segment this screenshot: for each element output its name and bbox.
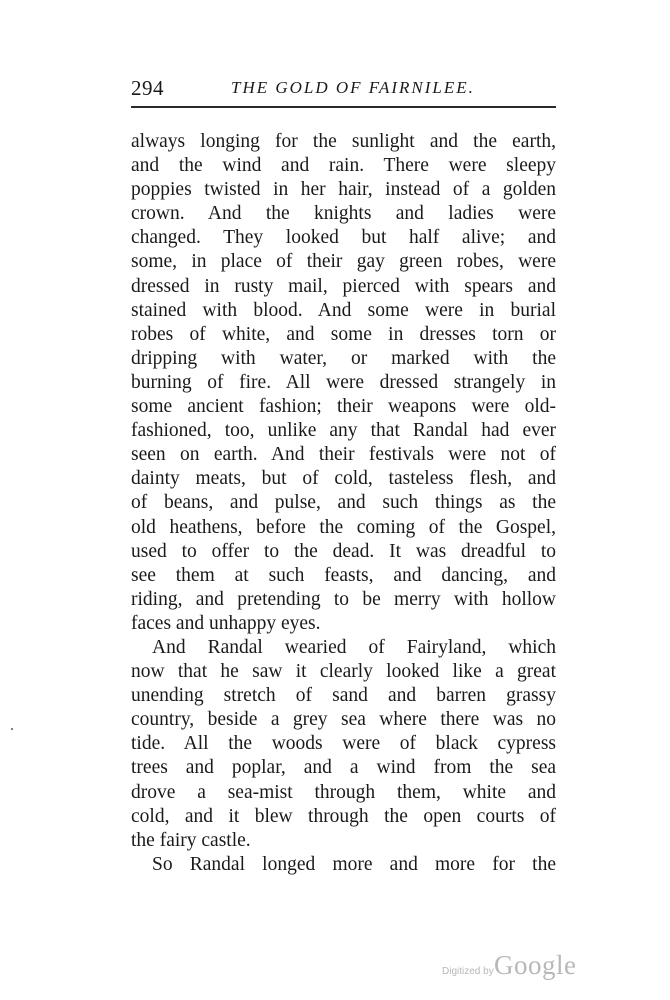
text-line: and the wind and rain. There were sleepy (131, 155, 556, 177)
text-line: some, in place of their gay green robes, were (131, 251, 556, 273)
paragraph-start-line: And Randal wearied of Fairyland, which (152, 636, 556, 658)
text-line: drove a sea-mist through them, white and (131, 781, 556, 803)
watermark-prefix: Digitized by (442, 966, 494, 977)
text-line: cold, and it blew through the open courts of (131, 805, 556, 827)
text-line: used to offer to the dead. It was dreadful to (131, 540, 556, 562)
text-line: burning of fire. All were dressed strangely in (131, 371, 556, 393)
text-line: old heathens, before the coming of the Gospel, (131, 516, 556, 538)
page-number: 294 (131, 76, 164, 100)
text-line: country, beside a grey sea where there was no (131, 709, 556, 731)
text-line: tide. All the woods were of black cypress (131, 733, 556, 755)
paragraph-start-line: So Randal longed more and more for the (152, 853, 556, 875)
text-line: now that he saw it clearly looked like a great (131, 661, 556, 683)
text-line: changed. They looked but half alive; and (131, 227, 556, 249)
running-title: THE GOLD OF FAIRNILEE. (231, 78, 475, 97)
text-line: unending stretch of sand and barren grassy (131, 685, 556, 707)
google-logo: Google (494, 950, 577, 980)
text-line: dressed in rusty mail, pierced with spears and (131, 275, 556, 297)
text-line: of beans, and pulse, and such things as the (131, 492, 556, 514)
text-line: riding, and pretending to be merry with hollow (131, 588, 556, 610)
text-line: dripping with water, or marked with the (131, 347, 556, 369)
text-line: trees and poplar, and a wind from the sea (131, 757, 556, 779)
body-text (131, 130, 556, 877)
text-line: see them at such feasts, and dancing, and (131, 564, 556, 586)
paragraph-end-line: faces and unhappy eyes. (131, 612, 321, 634)
text-line: stained with blood. And some were in burial (131, 299, 556, 321)
digitized-by-google-watermark (442, 950, 582, 986)
scan-speck (11, 728, 13, 730)
running-head (131, 76, 556, 102)
paragraph-end-line: the fairy castle. (131, 829, 251, 851)
text-line: crown. And the knights and ladies were (131, 203, 556, 225)
text-line: seen on earth. And their festivals were not of (131, 444, 556, 466)
text-line: some ancient fashion; their weapons were old- (131, 396, 556, 418)
text-line: fashioned, too, unlike any that Randal had ever (131, 420, 556, 442)
text-line: poppies twisted in her hair, instead of a golden (131, 179, 556, 201)
header-rule (131, 106, 556, 108)
text-line: always longing for the sunlight and the earth, (131, 131, 556, 152)
text-line: dainty meats, but of cold, tasteless flesh, and (131, 468, 556, 490)
text-line: robes of white, and some in dresses torn or (131, 323, 556, 345)
